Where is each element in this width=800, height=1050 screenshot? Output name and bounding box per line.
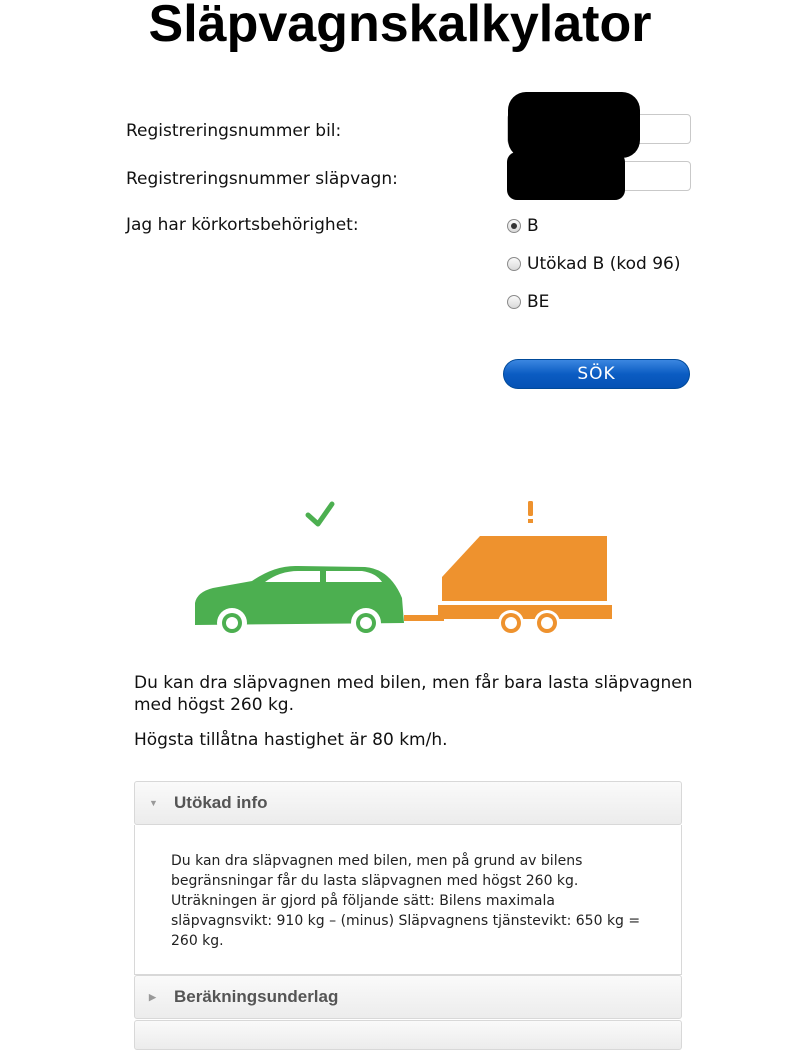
trailer-icon (438, 536, 612, 636)
license-option-b96[interactable] (507, 254, 680, 274)
page-title: Släpvagnskalkylator (148, 0, 652, 53)
license-label: Jag har körkortsbehörighet: (126, 215, 359, 235)
accordion-next[interactable] (134, 1020, 682, 1050)
radio-button[interactable] (507, 295, 521, 309)
radio-label: BE (527, 292, 550, 312)
radio-button[interactable] (507, 257, 521, 271)
accordion-extended-info[interactable] (134, 781, 682, 825)
accordion-title: Beräkningsunderlag (174, 987, 339, 1006)
accordion-calculation-basis[interactable] (134, 975, 682, 1019)
car-icon (195, 566, 404, 638)
radio-label: B (527, 216, 539, 236)
result-text: Du kan dra släpvagnen med bilen, men får bara lasta släpvagnen med högst 260 kg. (134, 673, 693, 715)
chevron-right-icon: ▶ (149, 991, 156, 1002)
search-button[interactable]: SÖK (503, 359, 690, 389)
exclamation-icon (528, 501, 533, 523)
radio-label: Utökad B (kod 96) (527, 254, 681, 274)
redaction-mark (507, 152, 625, 200)
car-trailer-illustration (180, 495, 620, 645)
license-option-be[interactable] (507, 292, 549, 312)
chevron-down-icon: ▼ (149, 798, 158, 808)
license-option-b[interactable] (507, 216, 539, 236)
redaction-mark (508, 92, 640, 158)
radio-button[interactable] (507, 219, 521, 233)
check-icon (308, 504, 332, 524)
car-reg-label: Registreringsnummer bil: (126, 121, 342, 141)
trailer-reg-label: Registreringsnummer släpvagn: (126, 169, 398, 189)
accordion-title: Utökad info (174, 793, 268, 812)
accordion-extended-body: Du kan dra släpvagnen med bilen, men på grund av bilens begränsningar får du lasta släpvagnen med högst 260 kg. Uträkningen är gjord på följande sätt: Bilens maximala släpvagnsvikt: 910 kg – (minus) Släpvagnens tjänstevikt: 650 kg = 260 kg. (134, 825, 682, 975)
speed-limit-text: Högsta tillåtna hastighet är 80 km/h. (134, 730, 448, 750)
